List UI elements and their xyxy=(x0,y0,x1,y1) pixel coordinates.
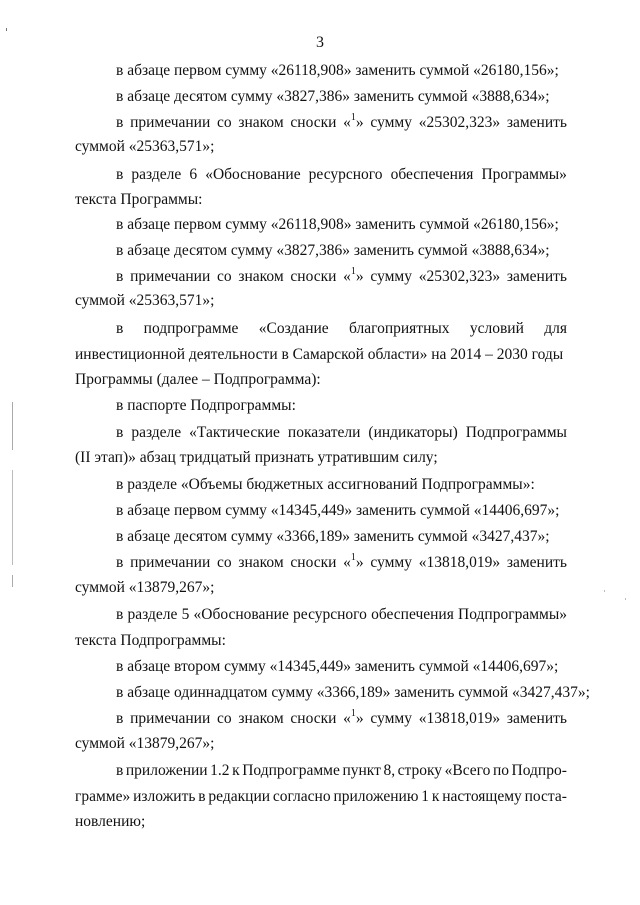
footnote-note-line: в примечании со знаком сноски «$^1$» сумму «25302,323» заменить xyxy=(116,265,567,285)
section-heading-line: в разделе «Тактические показатели (индикаторы) Подпрограммы xyxy=(116,424,567,441)
paragraph-line: суммой «25363,571»; xyxy=(75,292,215,309)
footnote-marker: 1 xyxy=(350,265,356,277)
scan-mark xyxy=(6,28,7,31)
footnote-marker: 1 xyxy=(350,551,356,563)
footnote-marker: 1 xyxy=(350,111,356,123)
scan-mark xyxy=(625,598,626,600)
paragraph-line: текста Программы: xyxy=(75,191,203,208)
paragraph-line: в абзаце первом сумму «14345,449» заменить суммой «14406,697»; xyxy=(116,502,560,519)
paragraph-line: в абзаце десятом сумму «3366,189» заменить суммой «3427,437»; xyxy=(116,528,550,545)
page-number: 3 xyxy=(316,34,324,51)
paragraph-line: в паспорте Подпрограммы: xyxy=(116,397,296,414)
paragraph-line: суммой «13879,267»; xyxy=(75,735,215,752)
footnote-marker: 1 xyxy=(350,707,356,719)
paragraph-line: в абзаце десятом сумму «3827,386» заменить суммой «3888,634»; xyxy=(116,88,550,105)
scan-mark xyxy=(12,402,13,450)
section-heading-line: в разделе 6 «Обоснование ресурсного обеспечения Программы» xyxy=(116,166,567,183)
paragraph-line: в абзаце первом сумму «26118,908» заменить суммой «26180,156»; xyxy=(116,62,559,79)
paragraph-line: инвестиционной деятельности в Самарской области» на 2014 – 2030 годы xyxy=(75,346,564,363)
scan-mark xyxy=(12,470,13,565)
paragraph-line: в абзаце одиннадцатом сумму «3366,189» заменить суммой «3427,437»; xyxy=(116,684,590,701)
paragraph-line: в абзаце десятом сумму «3827,386» заменить суммой «3888,634»; xyxy=(116,242,550,259)
paragraph-line: (II этап)» абзац тридцатый признать утратившим силу; xyxy=(75,449,438,466)
paragraph-line: новлению; xyxy=(75,813,146,830)
appendix-line: грамме» изложить в редакции согласно приложению 1 к настоящему поста- xyxy=(75,788,567,805)
paragraph-line: в разделе «Объемы бюджетных ассигнований Подпрограммы»: xyxy=(116,476,535,493)
section-heading-line: в разделе 5 «Обоснование ресурсного обеспечения Подпрограммы» xyxy=(116,606,567,623)
subprogram-heading-line: в подпрограмме «Создание благоприятных условий для xyxy=(116,320,567,337)
paragraph-line: текста Подпрограммы: xyxy=(75,632,226,649)
paragraph-line: суммой «13879,267»; xyxy=(75,579,215,596)
appendix-line: в приложении 1.2 к Подпрограмме пункт 8, строку «Всего по Подпро- xyxy=(116,762,567,779)
footnote-note-line: в примечании со знаком сноски «$^1$» сумму «25302,323» заменить xyxy=(116,111,567,131)
scan-mark xyxy=(604,590,605,592)
paragraph-line: суммой «25363,571»; xyxy=(75,138,215,155)
paragraph-line: в абзаце втором сумму «14345,449» заменить суммой «14406,697»; xyxy=(116,658,559,675)
footnote-note-line: в примечании со знаком сноски «$^1$» сумму «13818,019» заменить xyxy=(116,707,567,727)
footnote-note-line: в примечании со знаком сноски «$^1$» сумму «13818,019» заменить xyxy=(116,551,567,571)
paragraph-line: в абзаце первом сумму «26118,908» заменить суммой «26180,156»; xyxy=(116,216,559,233)
scan-mark xyxy=(12,575,13,587)
paragraph-line: Программы (далее – Подпрограмма): xyxy=(75,371,321,388)
